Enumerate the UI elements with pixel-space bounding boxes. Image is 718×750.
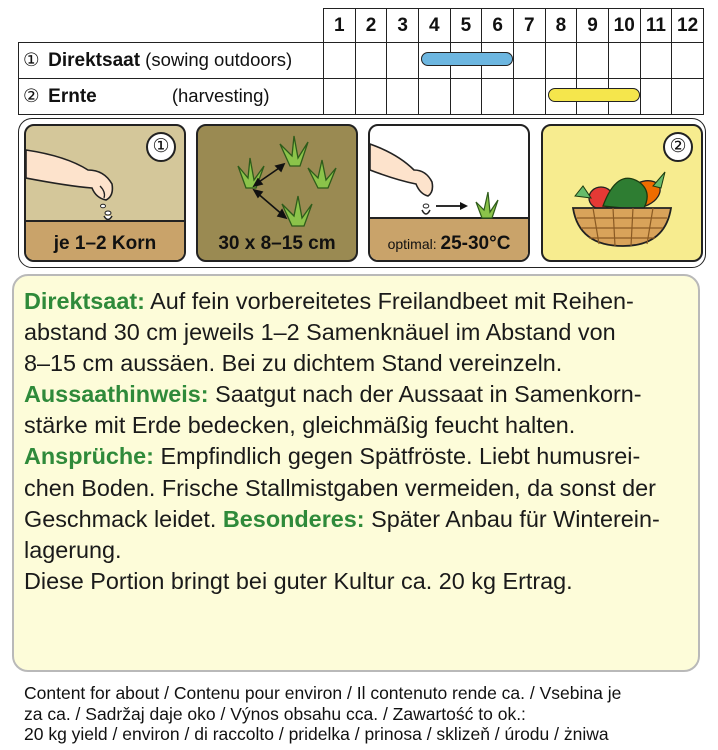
keyword-besonderes: Besonderes: — [222, 505, 365, 532]
paragraph-aussaathinweis — [24, 379, 688, 441]
harvest-subtitle: (harvesting) — [171, 85, 270, 106]
text-line: Geschmack leidet. — [24, 505, 223, 532]
text-line: 8–15 cm aussäen. Bei zu dichtem Stand vereinzeln. — [24, 350, 563, 377]
sowing-label — [19, 43, 324, 79]
card-caption-seeds: je 1–2 Korn — [53, 233, 157, 254]
instructions-panel — [12, 274, 700, 672]
text-line: Empfindlich gegen Spätfröste. Liebt humusrei- — [153, 443, 641, 470]
month-4: 4 — [418, 9, 450, 43]
text-line: abstand 30 cm jeweils 1–2 Samenknäuel im Abstand von — [24, 319, 616, 346]
text-line: Später Anbau für Winterein- — [364, 505, 660, 532]
paragraph-direktsaat — [24, 286, 688, 379]
month-7: 7 — [513, 9, 545, 43]
text-line: stärke mit Erde bedecken, gleichmäßig feucht halten. — [24, 412, 576, 439]
harvest-title: Ernte — [48, 86, 97, 107]
month-9: 9 — [577, 9, 609, 43]
month-10: 10 — [608, 9, 640, 43]
card-seeds-per-hole — [24, 124, 186, 262]
step-badge-2: ② — [663, 132, 693, 162]
text-line: chen Boden. Frische Stallmistgaben vermeiden, da sonst der — [24, 474, 656, 501]
month-3: 3 — [387, 9, 419, 43]
text-line: lagerung. — [24, 536, 122, 563]
marker-1: ① — [23, 49, 40, 70]
card-harvest — [541, 124, 703, 262]
card-caption-spacing: 30 x 8–15 cm — [218, 233, 336, 254]
footer-line-1: Content for about / Contenu pour environ / Il contenuto rende ca. / Vsebina je — [24, 683, 622, 703]
keyword-aussaathinweis: Aussaathinweis: — [24, 381, 209, 408]
calendar-corner — [19, 9, 324, 43]
marker-2: ② — [23, 85, 40, 106]
pictogram-strip — [18, 118, 706, 268]
multilingual-yield-note — [24, 683, 710, 745]
sowing-period-bar — [421, 52, 512, 66]
month-8: 8 — [545, 9, 577, 43]
paragraph-yield: Diese Portion bringt bei guter Kultur ca. 20 kg Ertrag. — [24, 567, 573, 594]
month-11: 11 — [640, 9, 672, 43]
keyword-ansprueche: Ansprüche: — [24, 443, 154, 470]
text-line: Saatgut nach der Aussaat in Samenkorn- — [208, 381, 642, 408]
harvest-period-bar — [548, 88, 639, 102]
calendar-header-row — [19, 9, 704, 43]
step-badge-1: ① — [146, 132, 176, 162]
card-caption-temperature — [370, 233, 528, 255]
footer-line-2: za ca. / Sadržaj daje oko / Výnos obsahu cca. / Zawartość to ok.: — [24, 703, 526, 724]
month-2: 2 — [355, 9, 387, 43]
month-1: 1 — [324, 9, 356, 43]
sowing-subtitle: (sowing outdoors) — [145, 49, 293, 70]
calendar-row-sowing — [19, 43, 704, 79]
card-temperature — [368, 124, 530, 262]
sowing-calendar — [18, 8, 704, 114]
footer-line-3: 20 kg yield / environ / di raccolto / pridelka / prinosa / sklizeň / úrodu / żniwa — [24, 724, 609, 744]
paragraph-ansprueche — [24, 441, 688, 565]
optimal-label: optimal: — [387, 236, 441, 252]
month-12: 12 — [672, 9, 704, 43]
sowing-title: Direktsaat — [48, 50, 141, 71]
month-6: 6 — [482, 9, 514, 43]
month-5: 5 — [450, 9, 482, 43]
temperature-value: 25-30°C — [440, 233, 511, 254]
keyword-direktsaat: Direktsaat: — [24, 288, 145, 314]
harvest-label — [19, 79, 324, 115]
card-spacing — [196, 124, 358, 262]
text-line: Auf fein vorbereitetes Freilandbeet mit Reihen- — [144, 288, 634, 314]
